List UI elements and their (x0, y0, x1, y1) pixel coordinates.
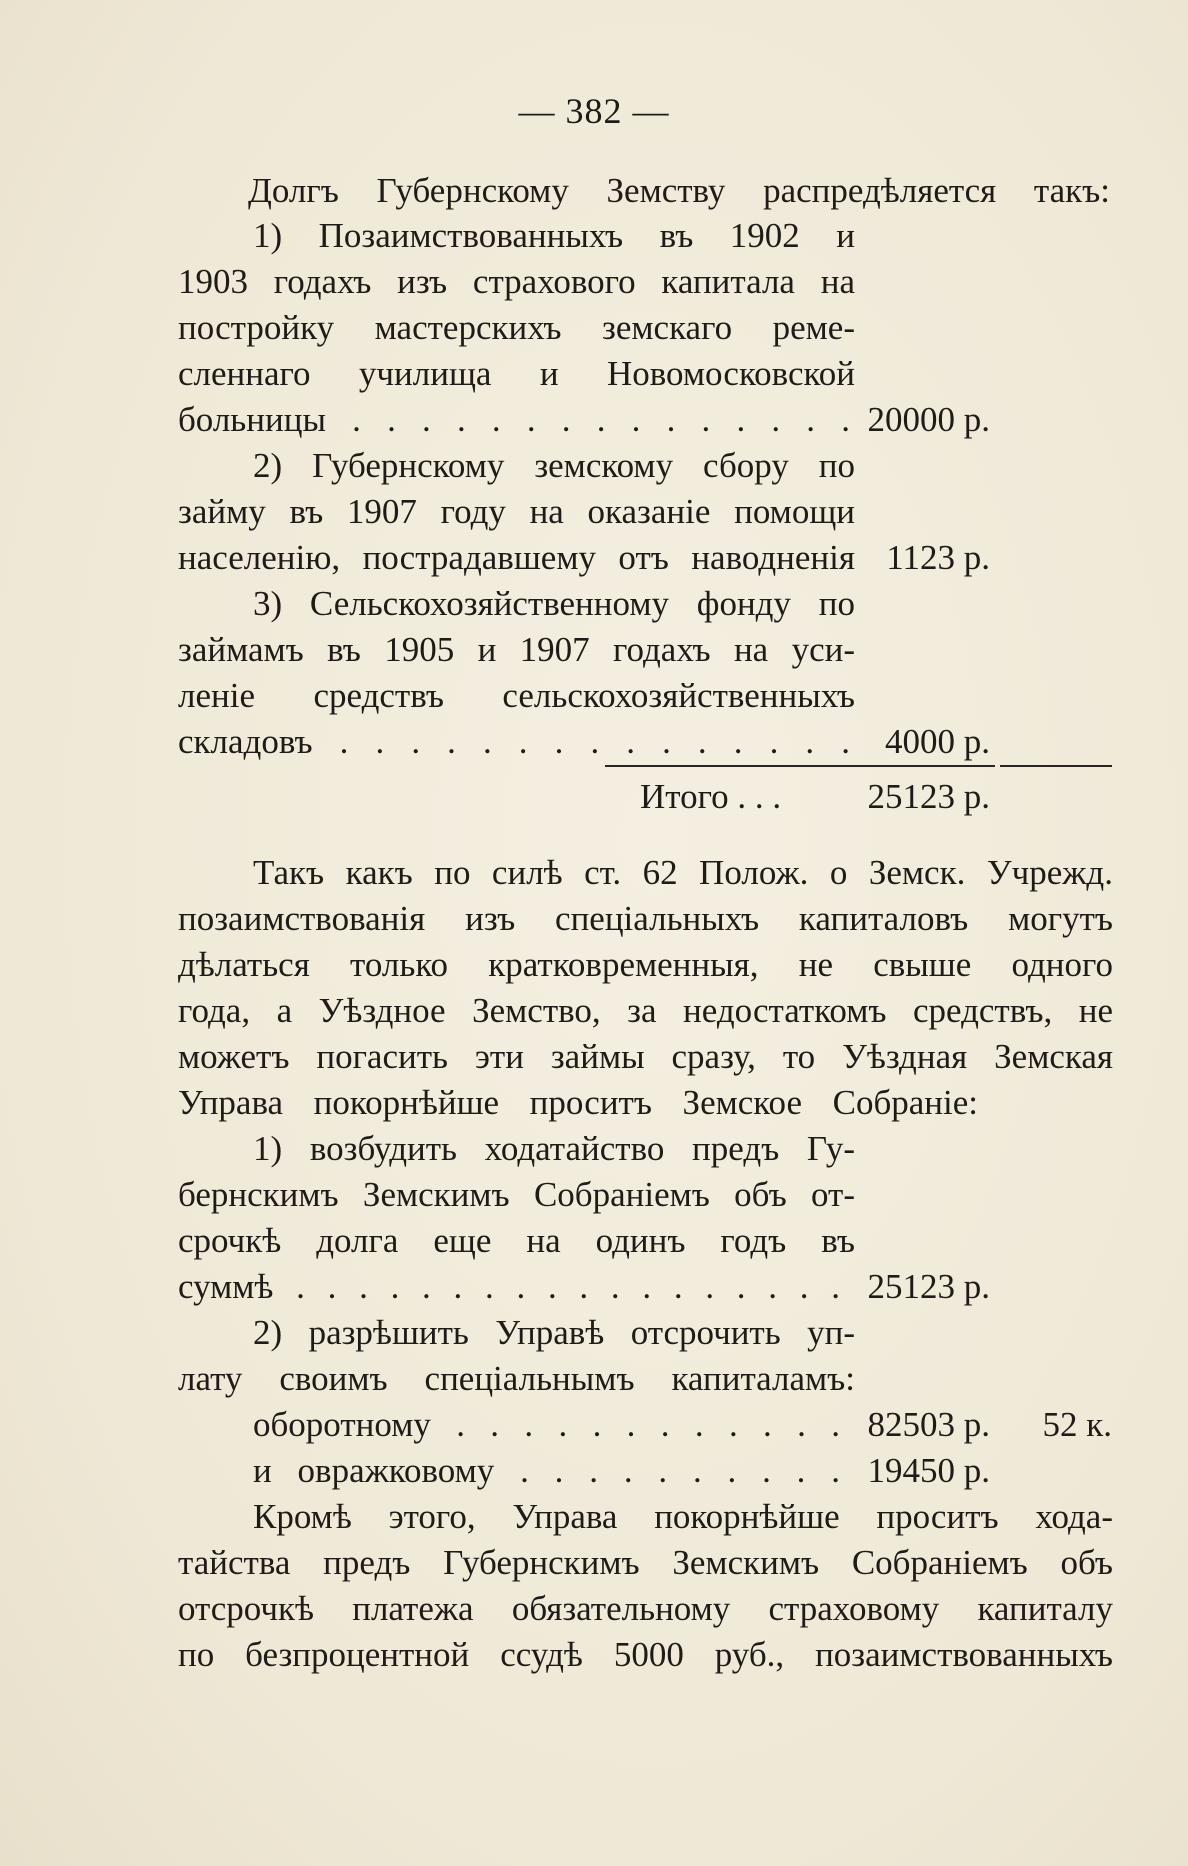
para-line4: года, а Уѣздное Земство, за недостаткомъ средствъ, не (178, 991, 1113, 1030)
total-label: Итого . . . (640, 777, 782, 816)
point2-row2-label: и овражковому . . . . . . . . . . (253, 1451, 840, 1490)
item2-line2: займу въ 1907 году на оказаніе помощи (178, 492, 855, 531)
para-line2: позаимствованія изъ спеціальныхъ капиталовъ могутъ (178, 899, 1113, 938)
point1-amount: 25123 р. (867, 1267, 990, 1306)
item3-last-line: складовъ . . . . . . . . . . . . . . . (178, 722, 850, 761)
point2-line2: лату своимъ спеціальнымъ капиталамъ: (178, 1359, 855, 1398)
point1-line2: бернскимъ Земскимъ Собраніемъ объ от- (178, 1175, 855, 1214)
item3-line3: леніе средствъ сельскохозяйственныхъ (178, 676, 855, 715)
para-line1: Такъ какъ по силѣ ст. 62 Полож. о Земск. Учрежд. (253, 853, 1113, 892)
sum-rule-right (1000, 765, 1112, 767)
closing-line3: отсрочкѣ платежа обязательному страховому капиталу (178, 1589, 1113, 1628)
item1-line4: сленнаго училища и Новомосковской (178, 354, 855, 393)
para-line5: можетъ погасить эти займы сразу, то Уѣздная Земская (178, 1037, 1113, 1076)
item3-line1: 3) Сельскохозяйственному фонду по (253, 584, 855, 623)
point1-line1: 1) возбудить ходатайство предъ Гу- (253, 1129, 855, 1168)
item3-amount: 4000 р. (885, 722, 990, 761)
point1-line3: срочкѣ долга еще на одинъ годъ въ (178, 1221, 855, 1260)
item3-line2: займамъ въ 1905 и 1907 годахъ на уси- (178, 630, 855, 669)
para-line6: Управа покорнѣйше проситъ Земское Собраніе: (178, 1083, 978, 1122)
point2-row1-label: оборотному . . . . . . . . . . . . (253, 1405, 840, 1444)
point1-last-line: суммѣ . . . . . . . . . . . . . . . . . . (178, 1267, 840, 1306)
point2-row1-extra: 52 к. (1042, 1405, 1112, 1444)
closing-line1: Кромѣ этого, Управа покорнѣйше проситъ хода- (253, 1497, 1113, 1536)
closing-line4: по безпроцентной ссудѣ 5000 руб., позаимствованныхъ (178, 1635, 1113, 1674)
debt-intro: Долгъ Губернскому Земству распредѣляется такъ: (248, 171, 1110, 210)
closing-line2: тайства предъ Губернскимъ Земскимъ Собраніемъ объ (178, 1543, 1113, 1582)
point2-row1-amount: 82503 р. (867, 1405, 990, 1444)
item1-line2: 1903 годахъ изъ страхового капитала на (178, 262, 855, 301)
sum-rule (605, 765, 995, 767)
total-amount: 25123 р. (867, 777, 990, 816)
item2-amount: 1123 р. (886, 538, 990, 577)
item1-line1: 1) Позаимствованныхъ въ 1902 и (253, 216, 855, 255)
point2-line1: 2) разрѣшить Управѣ отсрочить уп- (253, 1313, 855, 1352)
item1-line3: постройку мастерскихъ земскаго реме- (178, 308, 855, 347)
item1-amount: 20000 р. (867, 400, 990, 439)
item2-line1: 2) Губернскому земскому сбору по (253, 446, 855, 485)
item1-last-line: больницы . . . . . . . . . . . . . . . (178, 400, 850, 439)
item2-last-line: населенію, пострадавшему отъ наводненія (178, 538, 855, 577)
para-line3: дѣлаться только кратковременныя, не свыше одного (178, 945, 1113, 984)
page-number: — 382 — (518, 91, 670, 131)
point2-row2-amount: 19450 р. (867, 1451, 990, 1490)
